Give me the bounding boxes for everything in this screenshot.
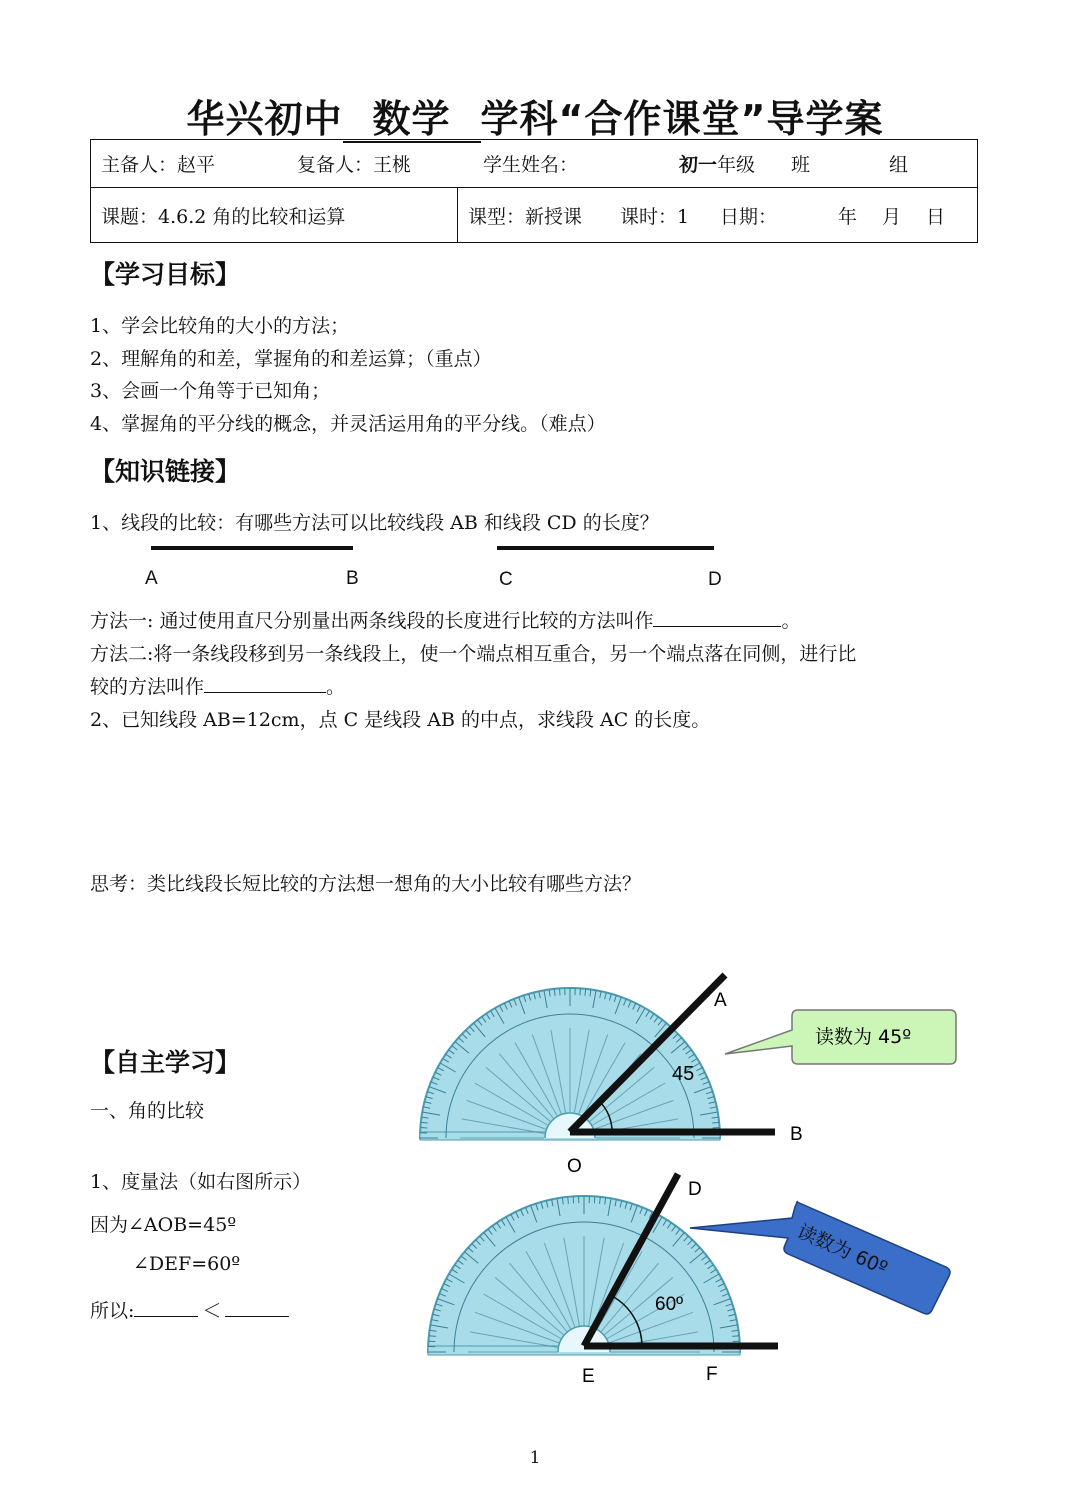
protractor-bottom: [428, 1196, 740, 1355]
fig-label-f: F: [706, 1364, 718, 1385]
think-prompt: 思考：类比线段长短比较的方法想一想角的大小比较有哪些方法？: [90, 873, 642, 895]
callout-blue-text: 读数为 60º: [793, 1220, 891, 1280]
conclusion-blank-2[interactable]: [225, 1297, 289, 1317]
reviewer: 复备人：王桃: [297, 154, 412, 176]
info-row-1: [91, 140, 978, 188]
grade-prefix: 初一: [679, 154, 718, 176]
self-study-sub: 一、角的比较: [90, 1100, 205, 1122]
segment-cd: [497, 546, 714, 550]
title-school: 华兴初中: [186, 97, 343, 141]
angle-value-45: 45: [672, 1063, 695, 1085]
method-2-blank[interactable]: [204, 673, 326, 693]
method-2-period: 。: [326, 676, 346, 698]
because-1: 因为∠AOB=45º: [90, 1214, 237, 1236]
goal-item-4: 4、掌握角的平分线的概念，并灵活运用角的平分线。（难点）: [90, 413, 606, 435]
fig-label-b: B: [790, 1124, 803, 1145]
year-label: 年: [838, 205, 858, 228]
goal-item-3: 3、会画一个角等于已知角；: [90, 380, 331, 402]
protractor-figure: [400, 960, 980, 1400]
method-2-line-2: [90, 672, 345, 699]
preparer: 主备人：赵平: [101, 154, 216, 176]
fig-label-d: D: [688, 1179, 702, 1200]
method-1-text: 方法一: 通过使用直尺分别量出两条线段的长度进行比较的方法叫作: [90, 610, 654, 632]
student-name-label: 学生姓名：: [483, 154, 579, 176]
links-question-2: 2、已知线段 AB=12cm，点 C 是线段 AB 的中点，求线段 AC 的长度。: [90, 709, 711, 731]
because-2: ∠DEF=60º: [133, 1253, 241, 1275]
point-label-d: D: [708, 569, 722, 590]
point-label-c: C: [499, 569, 513, 590]
method-1-blank[interactable]: [653, 607, 781, 627]
callout-green: [725, 1010, 956, 1064]
fig-label-a: A: [714, 990, 727, 1011]
goal-item-1: 1、学会比较角的大小的方法；: [90, 315, 350, 337]
fig-label-o: O: [567, 1156, 582, 1177]
lesson-period: 课时：1: [620, 205, 690, 228]
conclusion: [90, 1296, 289, 1323]
links-heading: 【知识链接】: [90, 457, 241, 486]
measure-method: 1、度量法（如右图所示）: [90, 1171, 312, 1193]
method-2-text: 较的方法叫作: [90, 676, 205, 698]
day-label: 日: [926, 205, 946, 228]
goals-heading: 【学习目标】: [90, 260, 241, 289]
self-study-heading: 【自主学习】: [90, 1048, 241, 1077]
method-1: [90, 606, 800, 633]
class-label: 班: [791, 154, 811, 176]
less-than: ＜: [202, 1300, 222, 1322]
fig-label-e: E: [582, 1366, 595, 1387]
lesson-type: 课型：新授课: [468, 205, 583, 228]
so-label: 所以:: [90, 1300, 135, 1322]
title-rest: 学科“合作课堂”导学案: [480, 97, 884, 141]
goal-item-2: 2、理解角的和差，掌握角的和差运算；（重点）: [90, 348, 492, 370]
page-title: [0, 88, 1070, 143]
group-label: 组: [889, 154, 909, 176]
links-question-1: 1、线段的比较：有哪些方法可以比较线段 AB 和线段 CD 的长度？: [90, 512, 659, 534]
title-subject: 数学: [343, 99, 481, 143]
info-table: [90, 139, 978, 243]
date-label: 日期：: [720, 205, 778, 228]
grade-suffix: 年级: [717, 154, 756, 176]
conclusion-blank-1[interactable]: [134, 1297, 198, 1317]
callout-green-text: 读数为 45º: [815, 1026, 912, 1048]
page-number: 1: [529, 1448, 541, 1468]
angle-value-60: 60º: [655, 1294, 684, 1315]
month-label: 月: [882, 205, 902, 228]
method-1-period: 。: [781, 610, 801, 632]
point-label-b: B: [346, 568, 359, 589]
point-label-a: A: [145, 568, 158, 589]
segment-ab: [151, 546, 353, 550]
method-2-line-1: 方法二:将一条线段移到另一条线段上，使一个端点相互重合，另一个端点落在同侧，进行比: [90, 643, 857, 665]
topic-cell: 课题：4.6.2 角的比较和运算: [91, 188, 458, 243]
lesson-meta-cell: [458, 188, 978, 243]
